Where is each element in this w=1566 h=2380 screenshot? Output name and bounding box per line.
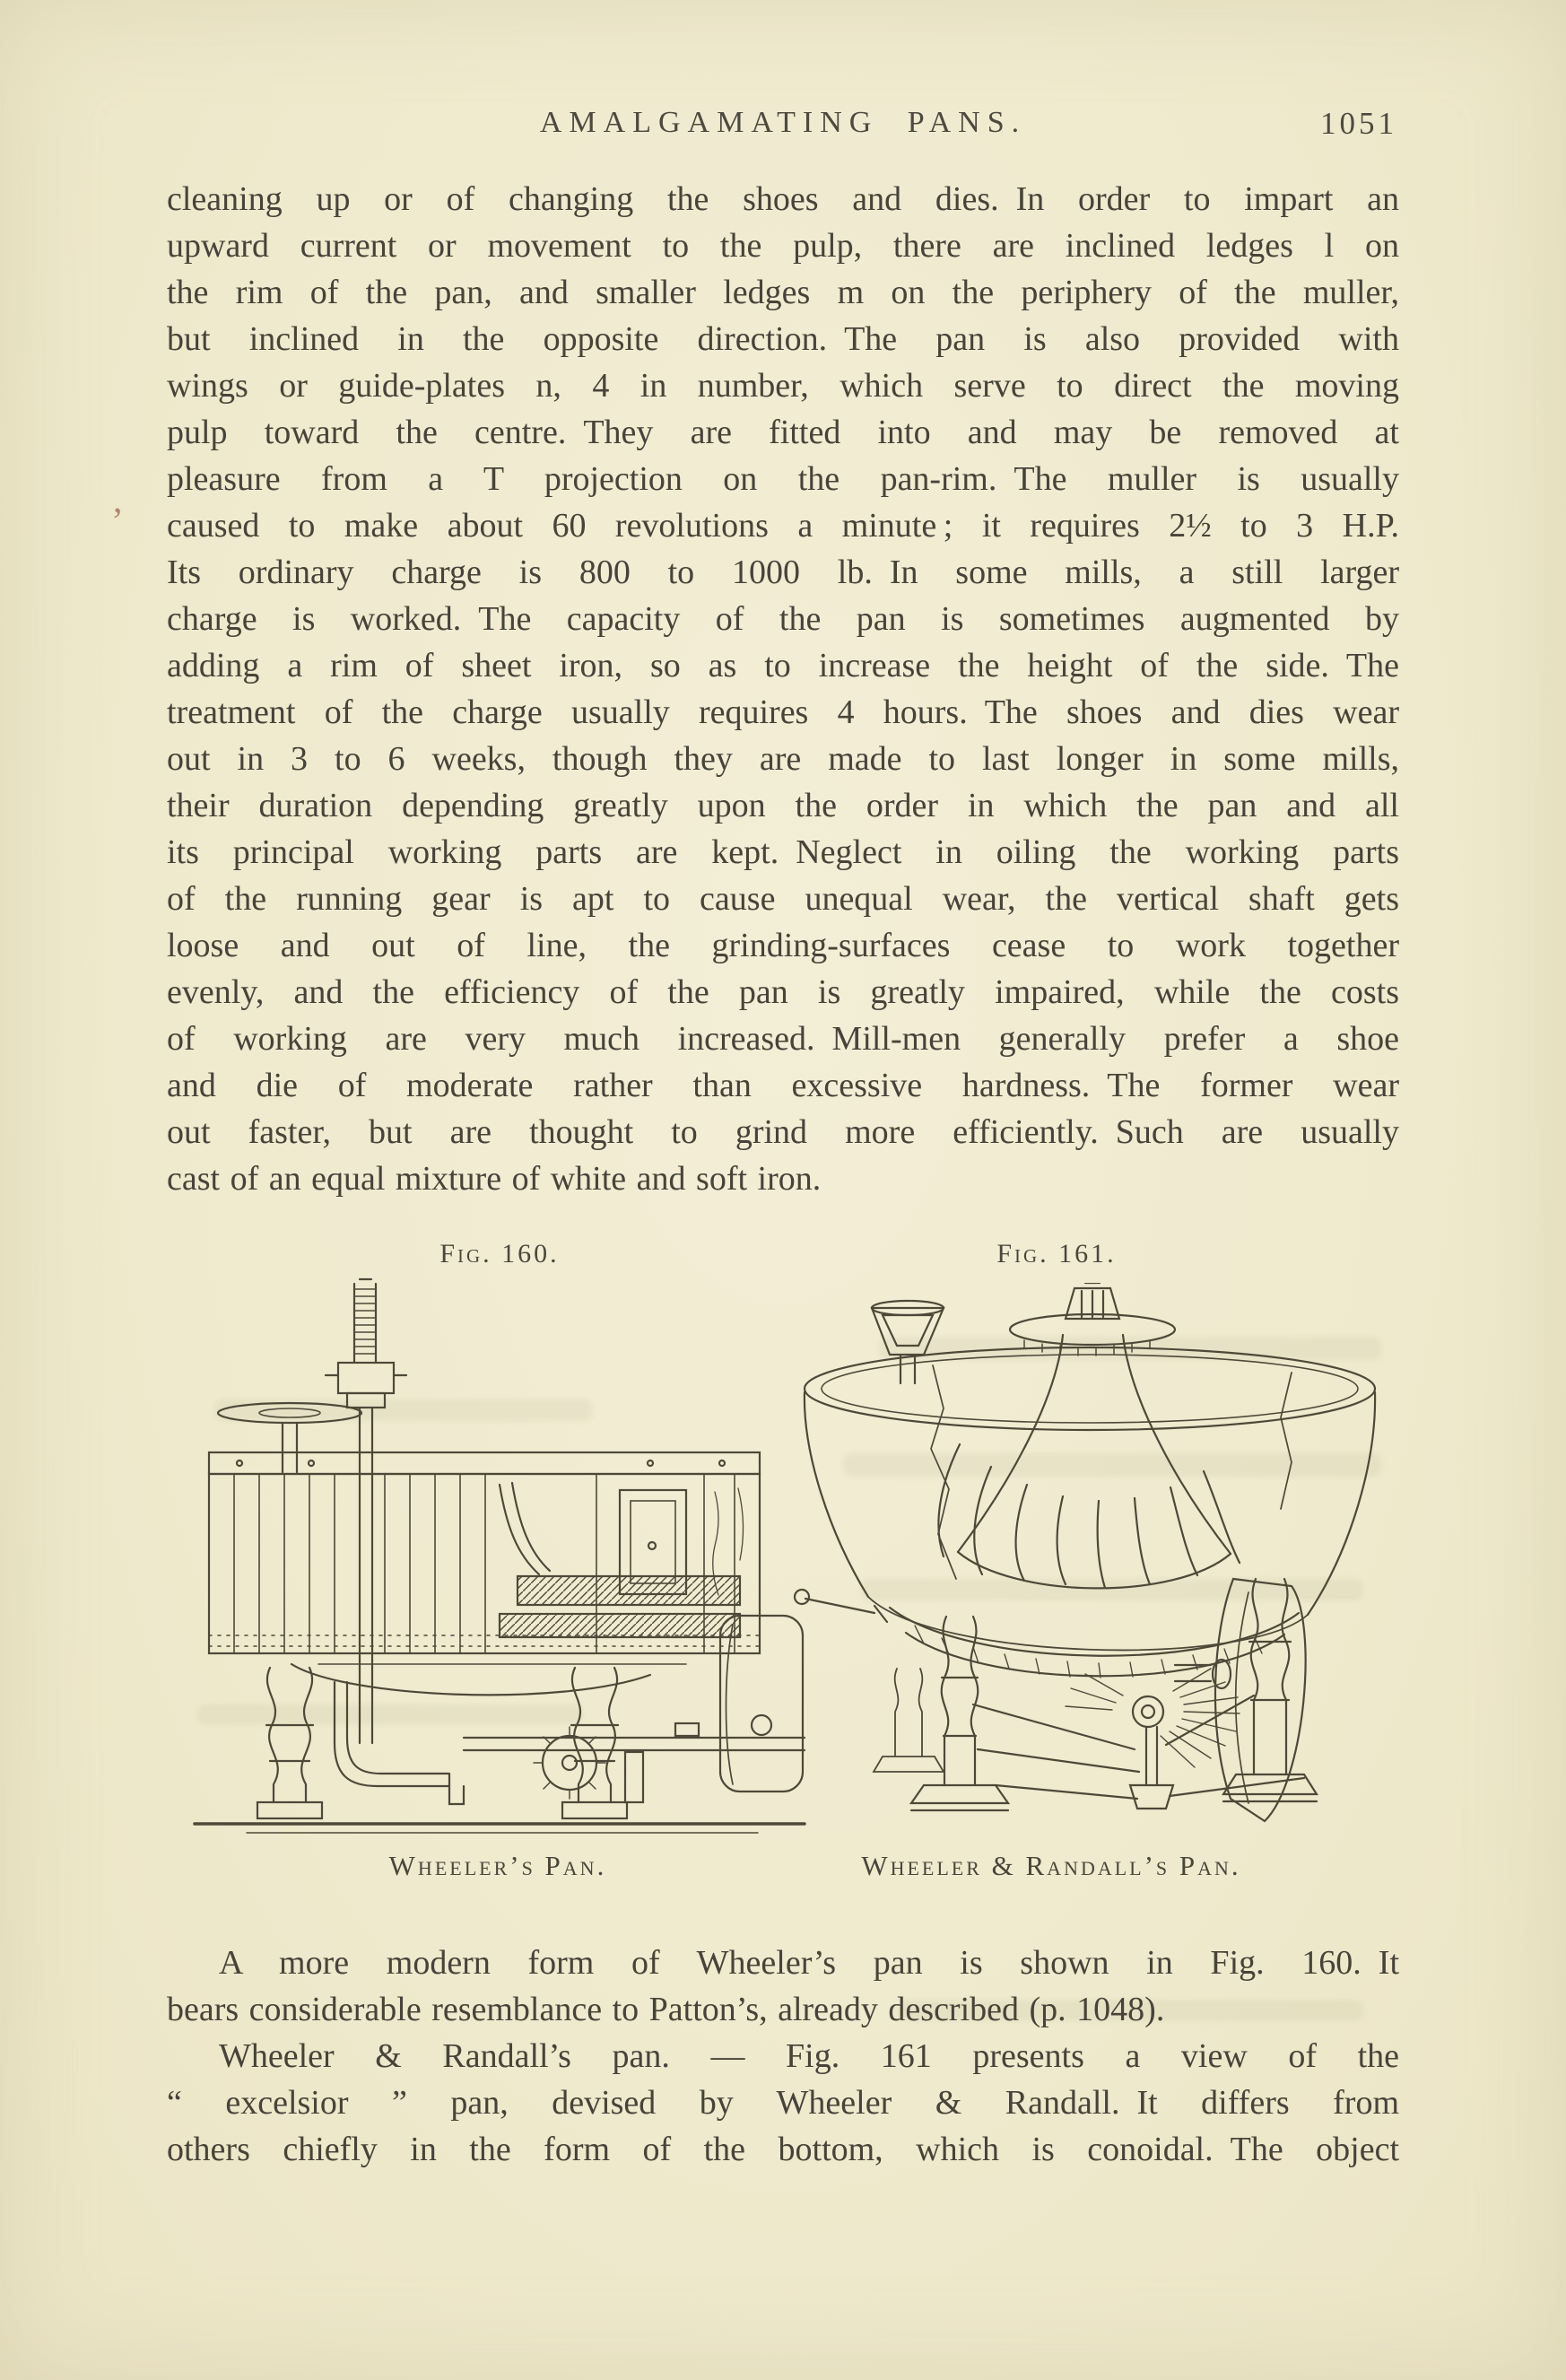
running-header: [167, 106, 1399, 147]
body-text-line: Wheeler & Randall’s pan. — Fig. 161 presents a view of the: [219, 2037, 1399, 2075]
body-text-line: charge is worked. The capacity of the pan is sometimes augmented by: [167, 600, 1399, 638]
body-text-line: and die of moderate rather than excessive hardness. The former wear: [167, 1067, 1399, 1104]
body-text-line: loose and out of line, the grinding-surfaces cease to work together: [167, 927, 1399, 964]
body-text-line: wings or guide-plates n, 4 in number, which serve to direct the moving: [167, 367, 1399, 405]
body-text-line: caused to make about 60 revolutions a minute ; it requires 2½ to 3 H.P.: [167, 507, 1399, 545]
body-text-line: of working are very much increased. Mill-men generally prefer a shoe: [167, 1020, 1399, 1058]
body-text-line: others chiefly in the form of the bottom, which is conoidal. The object: [167, 2131, 1399, 2168]
wheeler-randall-pan-engraving: [789, 1283, 1417, 1846]
body-text-line: out faster, but are thought to grind more efficiently. Such are usually: [167, 1113, 1399, 1151]
body-text-line: cleaning up or of changing the shoes and dies. In order to impart an: [167, 180, 1399, 218]
body-text-line: “ excelsior ” pan, devised by Wheeler & Randall. It differs from: [167, 2084, 1399, 2122]
figure-160: [184, 1277, 812, 1844]
body-text-line: the rim of the pan, and smaller ledges m on the periphery of the muller,: [167, 274, 1399, 311]
body-text-line: evenly, and the efficiency of the pan is greatly impaired, while the costs: [167, 973, 1399, 1011]
page-number: 1051: [1320, 106, 1397, 141]
body-text-line: their duration depending greatly upon the order in which the pan and all: [167, 787, 1399, 824]
body-text-line: its principal working parts are kept. Neglect in oiling the working parts: [167, 833, 1399, 871]
body-text-line: of the running gear is apt to cause unequal wear, the vertical shaft gets: [167, 880, 1399, 918]
wheelers-pan-engraving: [184, 1277, 812, 1844]
body-text-line: bears considerable resemblance to Patton’s, already described (p. 1048).: [167, 1991, 1165, 2028]
figure-161: [789, 1283, 1417, 1846]
figure-161-label: Fig. 161.: [996, 1239, 1117, 1268]
figure-161-caption: Wheeler & Randall’s Pan.: [861, 1850, 1241, 1881]
bottom-paragraphs: [167, 1940, 1399, 2173]
body-text-line: out in 3 to 6 weeks, though they are made to last longer in some mills,: [167, 740, 1399, 778]
body-paragraph: [167, 176, 1399, 1202]
body-text-line: A more modern form of Wheeler’s pan is shown in Fig. 160. It: [219, 1944, 1399, 1982]
page-title: AMALGAMATING PANS.: [539, 106, 1027, 139]
figure-160-caption: Wheeler’s Pan.: [388, 1850, 607, 1881]
body-text-line: but inclined in the opposite direction. The pan is also provided with: [167, 320, 1399, 358]
body-text-line: adding a rim of sheet iron, so as to increase the height of the side. The: [167, 647, 1399, 684]
figure-160-label: Fig. 160.: [439, 1239, 560, 1268]
body-text-line: Its ordinary charge is 800 to 1000 lb. In some mills, a still larger: [167, 554, 1399, 591]
body-text-line: pulp toward the centre. They are fitted into and may be removed at: [167, 414, 1399, 451]
body-text-line: pleasure from a T projection on the pan-rim. The muller is usually: [167, 460, 1399, 498]
body-text-line: upward current or movement to the pulp, there are inclined ledges l on: [167, 227, 1399, 265]
body-text-line: treatment of the charge usually requires 4 hours. The shoes and dies wear: [167, 693, 1399, 731]
ink-spot-artifact: ,: [113, 480, 123, 521]
body-text-line: cast of an equal mixture of white and soft iron.: [167, 1160, 822, 1198]
